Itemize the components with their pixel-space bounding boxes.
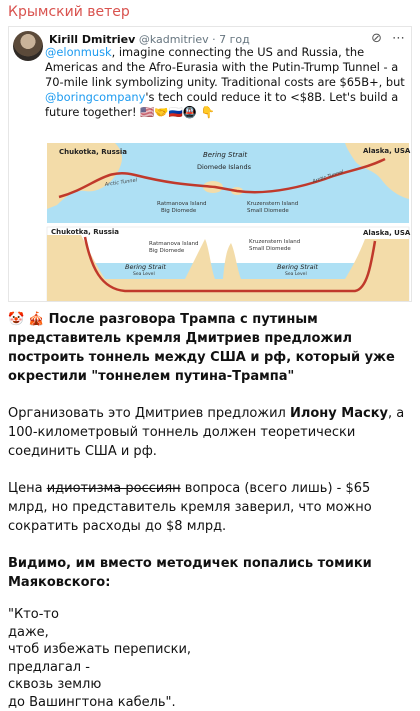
tweet-text — [45, 45, 405, 120]
author-name[interactable]: Kirill Dmitriev — [49, 33, 135, 46]
top-label-ratmanova: Ratmanova Island — [157, 201, 207, 207]
author-handle[interactable]: @kadmitriev — [139, 33, 209, 46]
section-label-big-diomede: Big Diomede — [149, 248, 185, 254]
channel-name[interactable]: Крымский ветер — [0, 0, 420, 26]
mention-elonmusk[interactable]: @elonmusk — [45, 45, 112, 59]
section-label-sea-level-1: Sea Level — [133, 271, 155, 277]
top-label-chukotka: Chukotka, Russia — [59, 148, 127, 156]
poem-line: до Вашингтона кабель". — [8, 694, 410, 711]
top-label-alaska: Alaska, USA — [363, 147, 411, 155]
tweet-card[interactable] — [8, 26, 412, 302]
section-label-chukotka: Chukotka, Russia — [51, 228, 119, 236]
post-paragraph-3-strike: идиотизма россиян — [47, 481, 181, 496]
top-label-kruzenstern: Kruzenstern Island — [247, 201, 298, 207]
section-label-bering-1: Bering Strait — [125, 263, 166, 271]
poem-line: даже, — [8, 624, 410, 642]
top-label-big-diomede: Big Diomede — [161, 208, 197, 214]
post-paragraph-1 — [8, 310, 410, 386]
more-icon[interactable]: ⋯ — [392, 31, 405, 46]
top-label-small-diomede: Small Diomede — [247, 208, 289, 214]
section-label-alaska: Alaska, USA — [363, 229, 411, 237]
post-paragraph-1-text: После разговора Трампа с путиным представитель кремля Дмитриев предложил построить тоннель между США и рф, который уже окрестили "тоннелем путина-Трампа" — [8, 312, 395, 384]
section-label-small-diomede: Small Diomede — [249, 246, 291, 252]
top-label-arctic-2: Arctic Tunnel — [311, 169, 345, 185]
tweet-actions — [361, 31, 405, 46]
poem-line: предлагал - — [8, 659, 410, 677]
tweet-text-part1: , imagine connecting the US and Russia, the Americas and the Afro-Eurasia with the Putin-Trump Tunnel - a 70-mile link symbolizing unity. Traditional costs are $65B+, but — [45, 45, 405, 89]
poem-line: сквозь землю — [8, 676, 410, 694]
post-paragraph-3 — [8, 479, 410, 536]
avatar[interactable] — [13, 31, 43, 61]
tweet-time: · 7 год — [212, 33, 250, 46]
post-paragraph-4 — [8, 554, 410, 592]
section-label-kruzenstern: Kruzenstern Island — [249, 239, 300, 245]
poem — [8, 606, 410, 711]
post-paragraph-4-text: Видимо, им вместо методичек попались томики Маяковского: — [8, 556, 372, 590]
tweet-text-part2: 's tech could reduce it to <$8B. Let's build a future together! 🇺🇸🤝🇷🇺🚇 👇 — [45, 90, 398, 119]
top-label-bering: Bering Strait — [203, 151, 247, 159]
post-paragraph-2-b: Илону Маску — [290, 406, 388, 421]
post-body — [0, 302, 420, 711]
post-paragraph-2-a: Организовать это Дмитриев предложил — [8, 406, 290, 421]
poem-line: "Кто-то — [8, 606, 410, 624]
top-label-diomede: Diomede Islands — [197, 163, 252, 171]
slash-icon[interactable]: ⊘ — [371, 31, 382, 46]
section-label-ratmanova: Ratmanova Island — [149, 241, 199, 247]
post-paragraph-2-c: , а 100-километровый тоннель должен теоретически соединить США и рф. — [8, 406, 404, 459]
poem-line: чтоб избежать переписки, — [8, 641, 410, 659]
section-label-sea-level-2: Sea Level — [285, 271, 307, 277]
post-paragraph-2 — [8, 404, 410, 461]
post-emoji: 🤡 🎪 — [8, 312, 45, 327]
post-paragraph-3-a: Цена — [8, 481, 47, 496]
top-label-arctic-1: Arctic Tunnel — [103, 177, 138, 188]
mention-boringcompany[interactable]: @boringcompany — [45, 90, 145, 104]
tunnel-illustration[interactable] — [45, 139, 412, 302]
section-label-bering-2: Bering Strait — [277, 263, 318, 271]
post-paragraph-3-b: вопроса (всего лишь) - $65 млрд, но представитель кремля заверил, что можно сократить расходы до $8 млрд. — [8, 481, 372, 534]
